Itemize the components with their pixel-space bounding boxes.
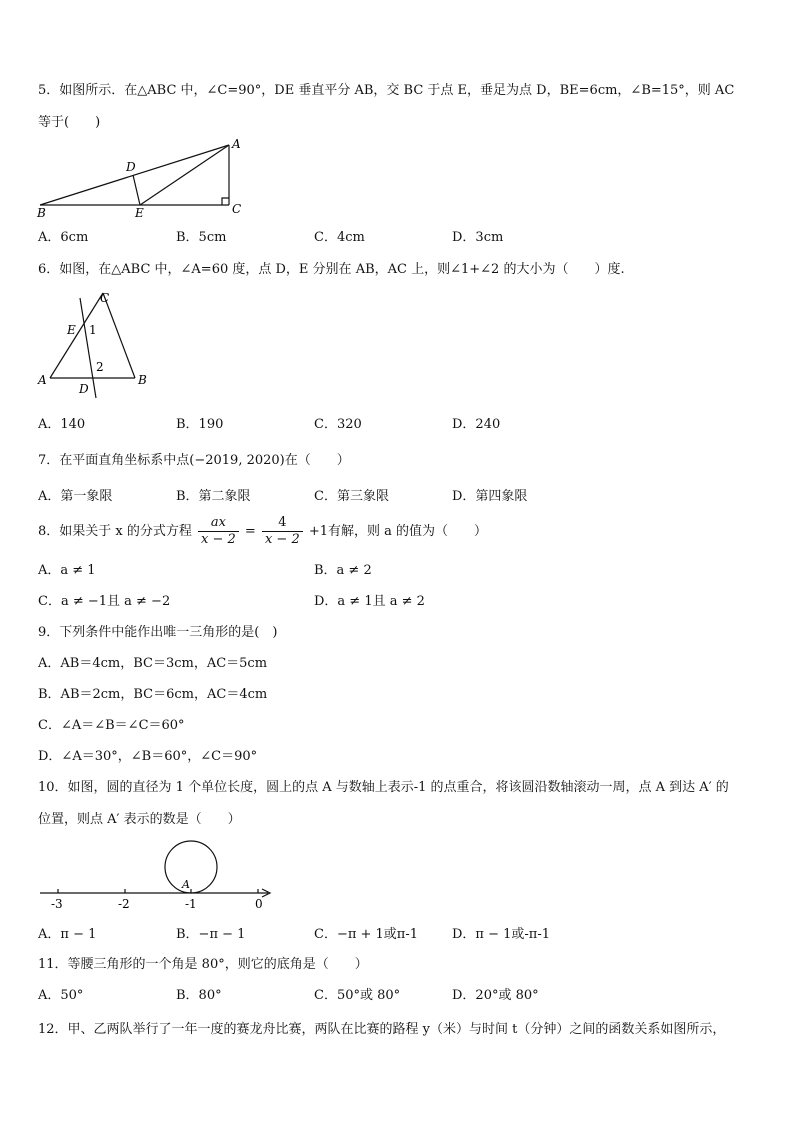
q10-tick-0: 0 xyxy=(255,897,263,911)
q10-option-b: B．−π − 1 xyxy=(176,927,246,942)
q9-option-b: B．AB＝2cm，BC＝6cm，AC＝4cm xyxy=(38,687,268,702)
q6-label-c: C xyxy=(100,291,110,305)
q8-equals: = xyxy=(244,524,256,539)
q9-option-d: D．∠A＝30°，∠B＝60°，∠C＝90° xyxy=(38,749,258,764)
q6-angle-2: 2 xyxy=(96,360,104,374)
q11-stem: 11．等腰三角形的一个角是 80°，则它的底角是（ ） xyxy=(38,957,368,972)
q7-option-d: D．第四象限 xyxy=(452,489,528,504)
q6-label-e: E xyxy=(67,323,76,337)
q7-option-b: B．第二象限 xyxy=(176,489,251,504)
q7-option-a: A．第一象限 xyxy=(38,489,113,504)
q5-label-e: E xyxy=(135,206,144,220)
q11-option-b: B．80° xyxy=(176,988,222,1003)
q10-option-a: A．π − 1 xyxy=(38,927,97,942)
q8-option-d: D．a ≠ 1且 a ≠ 2 xyxy=(314,594,425,609)
q12-stem: 12．甲、乙两队举行了一年一度的赛龙舟比赛，两队在比赛的路程 y（米）与时间 t（分钟）之间的函数关系如图所示， xyxy=(38,1022,726,1037)
q10-circle xyxy=(165,841,217,893)
q9-option-a: A．AB＝4cm，BC＝3cm，AC＝5cm xyxy=(38,656,268,671)
q6-option-c: C．320 xyxy=(314,417,362,432)
q10-stem-line2: 位置，则点 A′ 表示的数是（ ） xyxy=(38,812,241,827)
q10-tick-minus2: -2 xyxy=(118,897,130,911)
q6-option-d: D．240 xyxy=(452,417,501,432)
q7-option-c: C．第三象限 xyxy=(314,489,389,504)
q9-option-c: C．∠A＝∠B＝∠C＝60° xyxy=(38,718,185,733)
q6-label-d: D xyxy=(79,382,89,396)
q8-stem-post: +1有解，则 a 的值为（ ） xyxy=(308,524,488,539)
q8-option-c: C．a ≠ −1且 a ≠ −2 xyxy=(38,594,171,609)
q6-label-a: A xyxy=(38,373,47,387)
q9-stem: 9．下列条件中能作出唯一三角形的是( ) xyxy=(38,625,278,640)
q5-label-a: A xyxy=(232,137,241,151)
q10-tick-minus1: -1 xyxy=(185,897,197,911)
q8-f1-numerator: ax xyxy=(198,515,239,532)
q6-option-a: A．140 xyxy=(38,417,86,432)
q6-stem: 6．如图，在△ABC 中，∠A=60 度，点 D，E 分别在 AB，AC 上，则∠1+∠2 的大小为（ ）度. xyxy=(38,262,625,277)
q5-label-c: C xyxy=(232,202,242,216)
q8-option-a: A．a ≠ 1 xyxy=(38,563,96,578)
q10-point-a: A xyxy=(182,878,190,891)
q11-option-a: A．50° xyxy=(38,988,84,1003)
q11-option-d: D．20°或 80° xyxy=(452,988,539,1003)
q5-option-c: C．4cm xyxy=(314,230,365,245)
q6-option-b: B．190 xyxy=(176,417,224,432)
q5-option-a: A．6cm xyxy=(38,230,89,245)
q10-option-c: C．−π + 1或π-1 xyxy=(314,927,419,942)
q10-tick-minus3: -3 xyxy=(51,897,63,911)
q10-option-d: D．π − 1或-π-1 xyxy=(452,927,550,942)
q5-label-d: D xyxy=(126,160,136,174)
q5-stem-line2: 等于( ) xyxy=(38,115,101,130)
q8-f2-numerator: 4 xyxy=(262,515,303,532)
q5-option-d: D．3cm xyxy=(452,230,504,245)
q8-option-b: B．a ≠ 2 xyxy=(314,563,372,578)
q7-stem: 7．在平面直角坐标系中点(−2019, 2020)在（ ） xyxy=(38,453,350,468)
q6-angle-1: 1 xyxy=(89,323,97,337)
q10-stem-line1: 10．如图，圆的直径为 1 个单位长度，圆上的点 A 与数轴上表示-1 的点重合，将该圆沿数轴滚动一周，点 A 到达 A′ 的 xyxy=(38,780,729,795)
q8-f1-denominator: x − 2 xyxy=(201,532,236,547)
q8-stem-pre: 8．如果关于 x 的分式方程 xyxy=(38,524,192,539)
q5-label-b: B xyxy=(37,206,46,220)
q6-label-b: B xyxy=(138,373,147,387)
q5-option-b: B．5cm xyxy=(176,230,227,245)
q11-option-c: C．50°或 80° xyxy=(314,988,401,1003)
q5-stem-line1: 5．如图所示．在△ABC 中，∠C=90°，DE 垂直平分 AB，交 BC 于点 E，垂足为点 D，BE=6cm，∠B=15°，则 AC xyxy=(38,83,735,98)
q8-f2-denominator: x − 2 xyxy=(264,532,300,547)
